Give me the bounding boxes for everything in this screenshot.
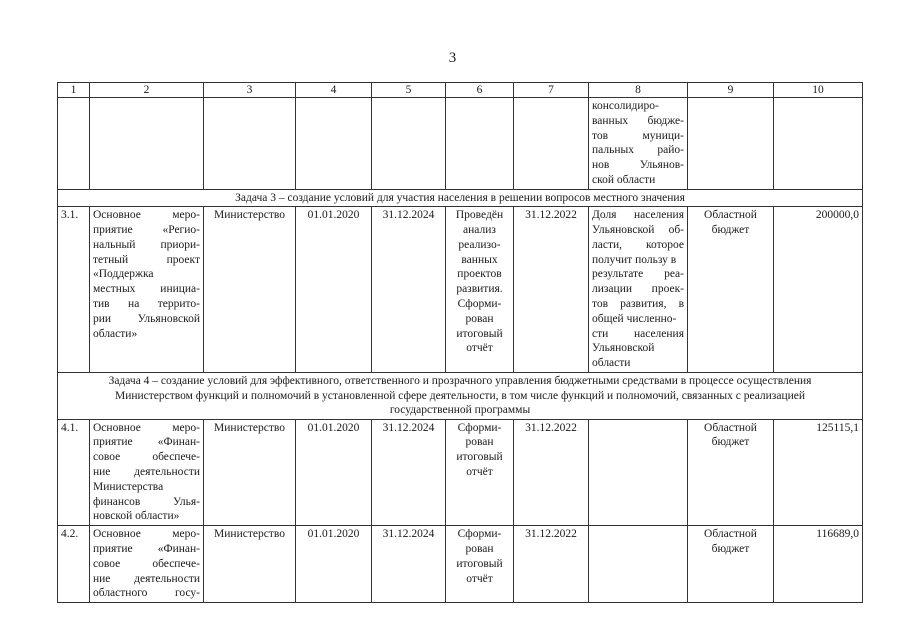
executor-cell: Министерство <box>204 526 296 603</box>
empty-cell <box>296 98 372 190</box>
control-date-cell: 31.12.2022 <box>514 207 589 373</box>
measure-name-cell: Основное меро- приятие «Финан- совое обеспече- ние деятельности областного госу- <box>90 526 204 603</box>
end-date-cell: 31.12.2024 <box>372 207 446 373</box>
result-cell: Проведён анализ реализо- ванных проектов развития. Сформи- рован итоговый отчёт <box>446 207 514 373</box>
indicator-cell <box>589 419 688 526</box>
col-header: 3 <box>204 83 296 98</box>
empty-cell <box>372 98 446 190</box>
table-row <box>58 98 863 190</box>
indicator-cell <box>589 526 688 603</box>
row-number: 4.1. <box>58 419 90 526</box>
col-header: 9 <box>688 83 774 98</box>
task-3-heading: Задача 3 – создание условий для участия населения в решении вопросов местного значения <box>58 189 863 207</box>
col-header: 5 <box>372 83 446 98</box>
empty-cell <box>204 98 296 190</box>
column-number-row <box>58 83 863 98</box>
start-date-cell: 01.01.2020 <box>296 419 372 526</box>
measure-name-cell: Основное меро- приятие «Регио- нальный приори- тетный проект «Поддержка местных инициа- тив на террито- рии Ульяновской области» <box>90 207 204 373</box>
col-header: 8 <box>589 83 688 98</box>
empty-cell <box>58 98 90 190</box>
control-date-cell: 31.12.2022 <box>514 526 589 603</box>
col-header: 1 <box>58 83 90 98</box>
empty-cell <box>688 98 774 190</box>
executor-cell: Министерство <box>204 207 296 373</box>
table-row <box>58 207 863 373</box>
table-row <box>58 419 863 526</box>
indicator-cell: консолидиро- ванных бюдже- тов муници- пальных райо- нов Ульянов- ской области <box>589 98 688 190</box>
amount-cell: 125115,1 <box>774 419 863 526</box>
measure-name-cell: Основное меро- приятие «Финан- совое обеспече- ние деятельности Министерства финансов Улья- новской области» <box>90 419 204 526</box>
empty-cell <box>90 98 204 190</box>
start-date-cell: 01.01.2020 <box>296 526 372 603</box>
page-number: 3 <box>448 50 457 66</box>
empty-cell <box>446 98 514 190</box>
col-header: 7 <box>514 83 589 98</box>
col-header: 4 <box>296 83 372 98</box>
funding-source-cell: Областной бюджет <box>688 526 774 603</box>
funding-source-cell: Областной бюджет <box>688 419 774 526</box>
col-header: 2 <box>90 83 204 98</box>
col-header: 6 <box>446 83 514 98</box>
control-date-cell: 31.12.2022 <box>514 419 589 526</box>
indicator-cell: Доля населения Ульяновской об- ласти, которое получит пользу в результате реа- лизации проек- тов развития, в общей численно- сти населения Ульяновской области <box>589 207 688 373</box>
end-date-cell: 31.12.2024 <box>372 419 446 526</box>
funding-source-cell: Областной бюджет <box>688 207 774 373</box>
start-date-cell: 01.01.2020 <box>296 207 372 373</box>
row-number: 4.2. <box>58 526 90 603</box>
task-row <box>58 373 863 420</box>
table-row <box>58 526 863 603</box>
end-date-cell: 31.12.2024 <box>372 526 446 603</box>
amount-cell: 116689,0 <box>774 526 863 603</box>
result-cell: Сформи- рован итоговый отчёт <box>446 419 514 526</box>
task-4-heading: Задача 4 – создание условий для эффективного, ответственного и прозрачного управления бюджетными средствами в процессе осуществления Министерством функций и полномочий в установленной сфере деятельности, в том числе функций и полномочий, связанных с реализацией государственной программы <box>58 373 863 420</box>
result-cell: Сформи- рован итоговый отчёт <box>446 526 514 603</box>
empty-cell <box>774 98 863 190</box>
program-table <box>57 82 863 603</box>
amount-cell: 200000,0 <box>774 207 863 373</box>
row-number: 3.1. <box>58 207 90 373</box>
col-header: 10 <box>774 83 863 98</box>
task-row <box>58 189 863 207</box>
executor-cell: Министерство <box>204 419 296 526</box>
empty-cell <box>514 98 589 190</box>
